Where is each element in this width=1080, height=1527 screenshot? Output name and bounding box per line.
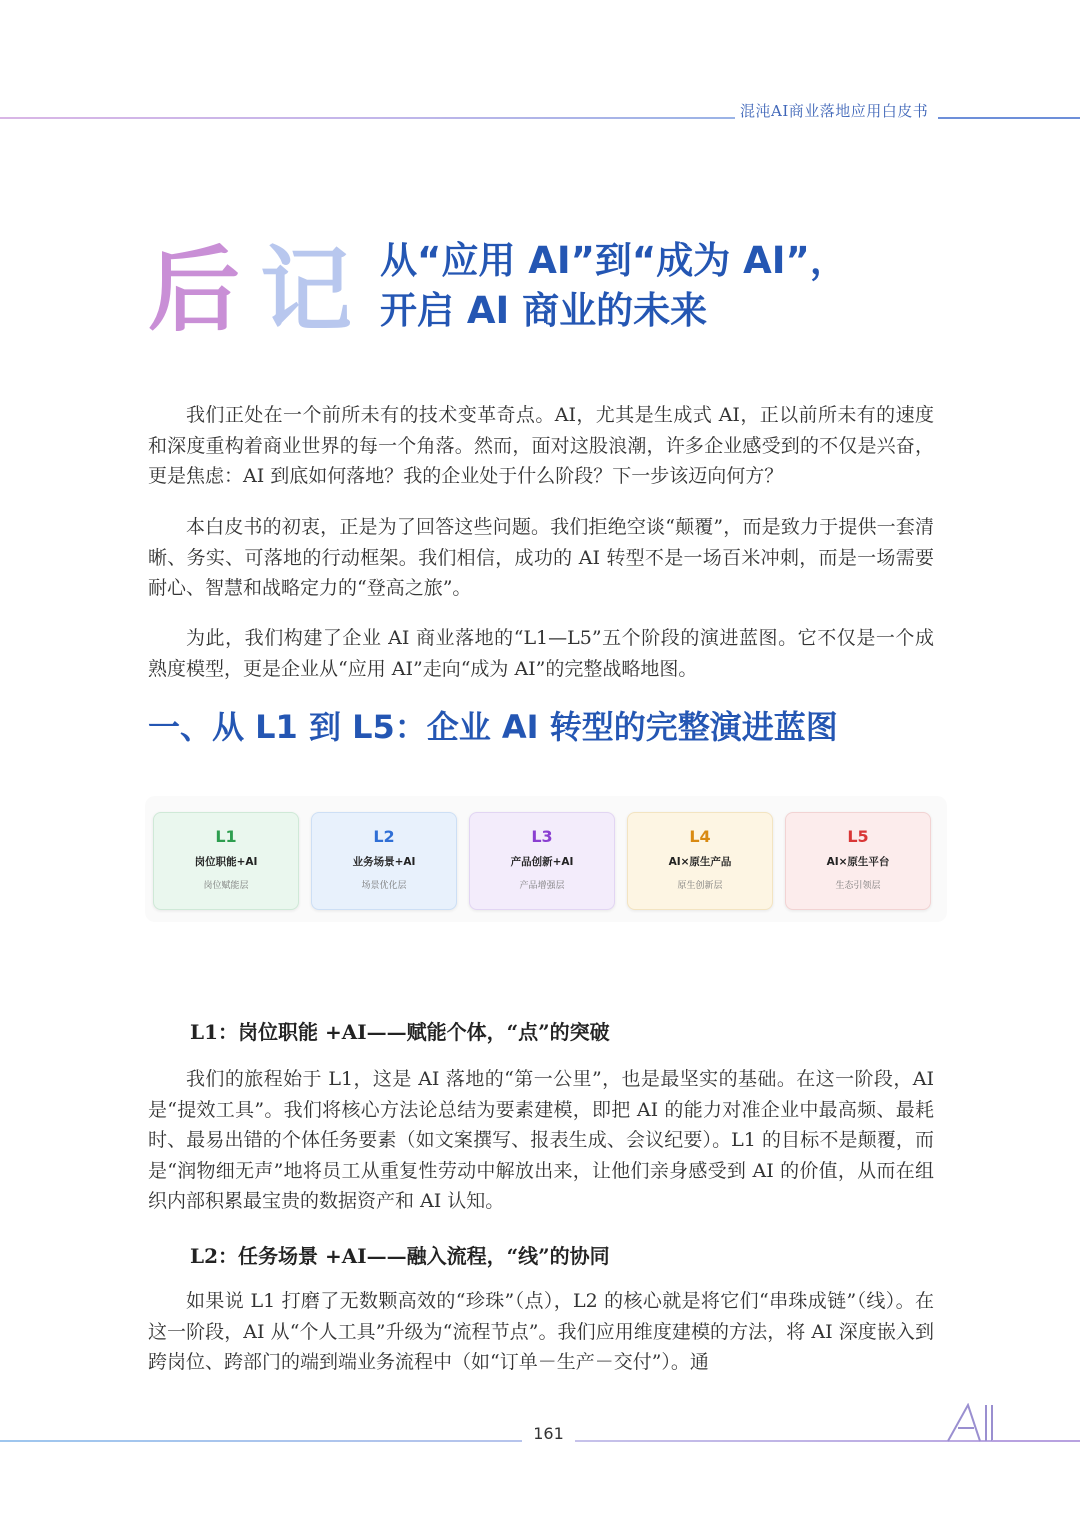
intro-paragraph-3: 为此，我们构建了企业 AI 商业落地的“L1—L5”五个阶段的演进蓝图。它不仅是一个成熟度模型，更是企业从“应用 AI”走向“成为 AI”的完整战略地图。 [148, 627, 934, 680]
level-name: AI×原生产品 [668, 856, 732, 868]
intro-paragraph-1: 我们正处在一个前所未有的技术变革奇点。AI，尤其是生成式 AI，正以前所未有的速度和深度重构着商业世界的每一个角落。然而，面对这股浪潮，许多企业感受到的不仅是兴奋，更是焦虑：AI 到底如何落地？我的企业处于什么阶段？下一步该迈向何方？ [148, 404, 934, 487]
l2-heading: L2：任务场景 +AI——融入流程，“线”的协同 [190, 1244, 610, 1268]
chapter-label-char-2: 记 [260, 237, 373, 344]
section-heading: 一、从 L1 到 L5：企业 AI 转型的完整演进蓝图 [148, 708, 838, 746]
level-subtitle: 生态引领层 [835, 881, 881, 891]
level-name: AI×原生平台 [826, 856, 890, 868]
ai-logo-icon [940, 1403, 1080, 1443]
chapter-title [380, 236, 940, 336]
level-name: 产品创新+AI [510, 856, 574, 868]
level-subtitle: 原生创新层 [677, 881, 723, 891]
chapter-title-line-1: 从“应用 AI”到“成为 AI”， [380, 239, 847, 282]
l1-paragraph: 我们的旅程始于 L1，这是 AI 落地的“第一公里”，也是最坚实的基础。在这一阶段，AI 是“提效工具”。我们将核心方法论总结为要素建模，即把 AI 的能力对准企业中最高频、最耗时、最易出错的个体任务要素（如文案撰写、报表生成、会议纪要）。L1 的目标不是颠覆，而是“润物细无声”地将员工从重复性劳动中解放出来，让他们亲身感受到 AI 的价值，从而在组织内部积累最宝贵的数据资产和 AI 认知。 [148, 1068, 934, 1212]
level-card-l3 [469, 812, 615, 910]
level-subtitle: 岗位赋能层 [203, 881, 249, 891]
level-subtitle: 产品增强层 [519, 881, 565, 891]
level-card-l4 [627, 812, 773, 910]
header-rule-left [0, 117, 735, 119]
level-subtitle: 场景优化层 [361, 881, 407, 891]
running-header-title: 混沌AI商业落地应用白皮书 [740, 102, 929, 120]
level-card-l5 [785, 812, 931, 910]
level-code: L2 [373, 827, 395, 846]
intro-paragraph-2: 本白皮书的初衷，正是为了回答这些问题。我们拒绝空谈“颠覆”，而是致力于提供一套清晰、务实、可落地的行动框架。我们相信，成功的 AI 转型不是一场百米冲刺，而是一场需要耐心、智慧和战略定力的“登高之旅”。 [148, 516, 934, 599]
chapter-label [148, 236, 372, 346]
level-code: L3 [531, 827, 553, 846]
l1-heading: L1：岗位职能 +AI——赋能个体，“点”的突破 [190, 1020, 610, 1044]
level-card-l2 [311, 812, 457, 910]
l2-paragraph: 如果说 L1 打磨了无数颗高效的“珍珠”（点），L2 的核心就是将它们“串珠成链”（线）。在这一阶段，AI 从“个人工具”升级为“流程节点”。我们应用维度建模的方法，将 AI 深度嵌入到跨岗位、跨部门的端到端业务流程中（如“订单－生产－交付”）。通 [148, 1290, 934, 1373]
level-card-l1 [153, 812, 299, 910]
chapter-label-char-1: 后 [148, 237, 261, 344]
level-name: 业务场景+AI [352, 856, 416, 868]
level-code: L5 [847, 827, 869, 846]
level-name: 岗位职能+AI [194, 856, 258, 868]
level-code: L4 [689, 827, 711, 846]
header-rule-right [938, 117, 1080, 119]
footer-rule-left [0, 1440, 522, 1442]
chapter-title-line-2: 开启 AI 商业的未来 [380, 289, 708, 332]
level-code: L1 [215, 827, 237, 846]
page-number: 161 [533, 1424, 564, 1443]
